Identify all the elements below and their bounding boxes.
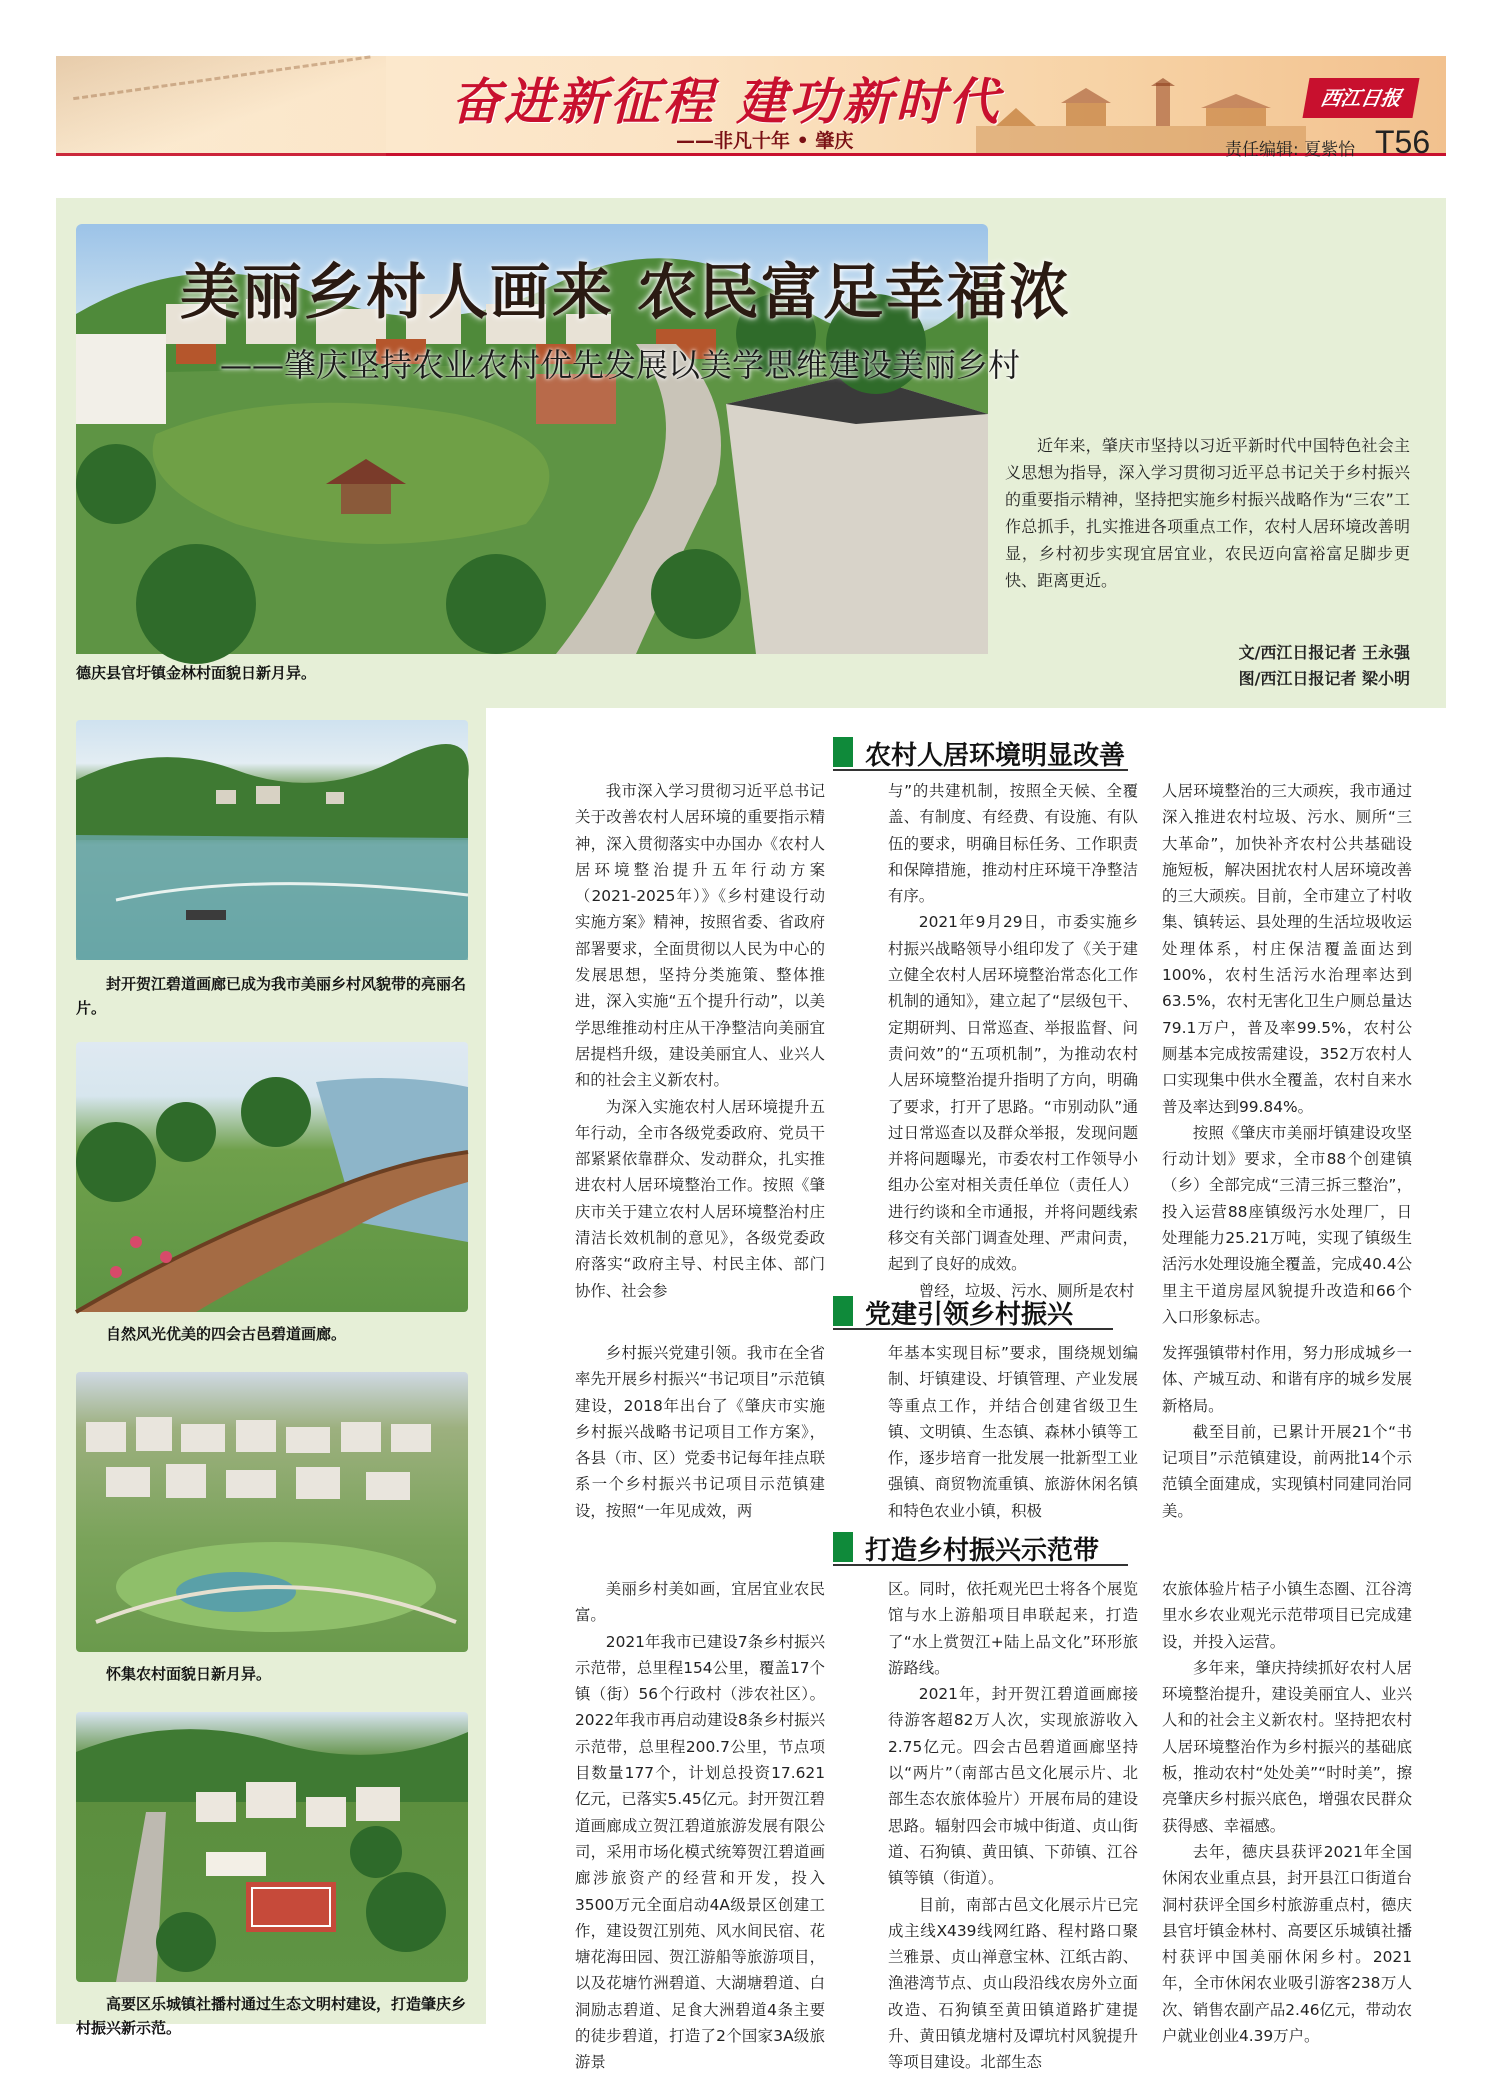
paragraph: 发挥强镇带村作用，努力形成城乡一体、产城互动、和谐有序的城乡发展新格局。 — [1162, 1344, 1412, 1415]
paragraph: 曾经，垃圾、污水、厕所是农村 — [918, 1281, 1135, 1300]
photo-huaiji-illustration — [76, 1372, 468, 1652]
caption-photo4: 高要区乐城镇社播村通过生态文明村建设，打造肇庆乡村振兴新示范。 — [76, 1995, 467, 2037]
paragraph: 农旅体验片桔子小镇生态圈、江谷湾里水乡农业观光示范带项目已完成建设，并投入运营。 — [1162, 1580, 1412, 1651]
newspaper-logo: 西江日报 — [1302, 78, 1419, 118]
section1-column1 — [575, 778, 825, 1300]
byline-photographer: 图/西江日报记者 梁小明 — [1238, 669, 1410, 688]
paragraph: 乡村振兴党建引领。我市在全省率先开展乡村振兴“书记项目”示范镇建设，2018年出台了《肇庆市实施乡村振兴战略书记项目工作方案》，各县（市、区）党委书记每年挂点联系一个乡村振兴书记项目示范镇建设，按照“一年见成效，两 — [575, 1344, 825, 1520]
editor-credit: 责任编辑: 夏紫怡 — [1225, 140, 1356, 160]
section3-column3 — [1162, 1576, 1412, 2046]
section2-marker — [833, 1296, 853, 1326]
paragraph: 美丽乡村美如画，宜居宜业农民富。 — [575, 1580, 825, 1625]
paragraph: 区。同时，依托观光巴士将各个展览馆与水上游船项目串联起来，打造了“水上赏贺江+陆上品文化”环形旅游路线。 — [888, 1580, 1138, 1677]
article-intro: 近年来，肇庆市坚持以习近平新时代中国特色社会主义思想为指导，深入学习贯彻习近平总书记关于乡村振兴的重要指示精神，坚持把实施乡村振兴战略作为“三农”工作总抓手，扎实推进各项重点工作，农村人居环境改善明显，乡村初步实现宜居宜业，农民迈向富裕富足脚步更快、距离更近。 — [1005, 436, 1410, 590]
article-subtitle: ——肇庆坚持农业农村优先发展以美学思维建设美丽乡村 — [220, 346, 1021, 384]
hero-caption: 德庆县官圩镇金林村面貌日新月异。 — [76, 664, 317, 682]
section3-marker — [833, 1532, 853, 1562]
great-wall-graphic — [56, 56, 386, 156]
byline — [1150, 640, 1410, 692]
section3-column1 — [575, 1576, 825, 2072]
section2-column2 — [888, 1340, 1138, 1520]
photo-huaiji-village — [76, 1372, 468, 1652]
paragraph: 为深入实施农村人居环境提升五年行动，全市各级党委政府、党员干部紧紧依靠群众、发动群众，扎实推进农村人居环境整治工作。按照《肇庆市关于建立农村人居环境整治村庄清洁长效机制的意见》，各级党委政府落实“政府主导、村民主体、部门协作、社会参 — [575, 1097, 825, 1300]
photo-sihui-boardwalk — [76, 1042, 468, 1312]
paragraph: 目前，南部古邑文化展示片已完成主线X439线网红路、程村路口聚兰雅景、贞山禅意宝林、江纸古韵、渔港湾节点、贞山段沿线农房外立面改造、石狗镇至黄田镇道路扩建提升、黄田镇龙塘村及谭坑村风貌提升等项目建设。北部生态 — [888, 1895, 1138, 2072]
section1-column3 — [1162, 778, 1412, 1326]
paragraph: 人居环境整治的三大顽疾，我市通过深入推进农村垃圾、污水、厕所“三大革命”，加快补齐农村公共基础设施短板，解决困扰农村人居环境改善的三大顽疾。目前，全市建立了村收集、镇转运、县处理的生活垃圾收运处理体系，村庄保洁覆盖面达到100%，农村生活污水治理率达到63.5%，农村无害化卫生户厕总量达79.1万户，普及率99.5%，农村公厕基本完成按需建设，352万农村人口实现集中供水全覆盖，农村自来水普及率达到99.84%。 — [1162, 782, 1412, 1116]
paragraph: 2021年9月29日，市委实施乡村振兴战略领导小组印发了《关于建立健全农村人居环境整治常态化工作机制的通知》，建立起了“层级包干、定期研判、日常巡查、举报监督、问责问效”的“五项机制”，为推动农村人居环境整治提升指明了方向，明确了要求，打开了思路。“市别动队”通过日常巡查以及群众举报，发现问题并将问题曝光，市委农村工作领导小组办公室对相关责任单位（责任人）进行约谈和全市通报，并将问题线索移交有关部门调查处理、严肃问责，起到了良好的成效。 — [888, 913, 1138, 1274]
paragraph: 2021年，封开贺江碧道画廊接待游客超82万人次，实现旅游收入2.75亿元。四会古邑碧道画廊坚持以“两片”（南部古邑文化展示片、北部生态农旅体验片）开展布局的建设思路。辐射四会市城中街道、贞山街道、石狗镇、黄田镇、下茆镇、江谷镇等镇（街道）。 — [888, 1685, 1138, 1888]
paragraph: 截至目前，已累计开展21个“书记项目”示范镇建设，前两批14个示范镇全面建成，实现镇村同建同治同美。 — [1162, 1422, 1412, 1520]
byline-writer: 文/西江日报记者 王永强 — [1238, 643, 1410, 662]
paragraph: 与”的共建机制，按照全天候、全覆盖、有制度、有经费、有设施、有队伍的要求，明确目标任务、工作职责和保障措施，推动村庄环境干净整洁有序。 — [888, 782, 1138, 906]
paragraph: 我市深入学习贯彻习近平总书记关于改善农村人居环境的重要指示精神，深入贯彻落实中办国办《农村人居环境整治提升五年行动方案（2021-2025年）》《乡村建设行动实施方案》精神，按照省委、省政府部署要求，全面贯彻以人民为中心的发展思想，坚持分类施策、整体推进，深入实施“五个提升行动”，以美学思维推动村庄从干净整洁向美丽宜居提档升级，建设美丽宜人、业兴人和的社会主义新农村。 — [575, 782, 825, 1090]
caption-photo1: 封开贺江碧道画廊已成为我市美丽乡村风貌带的亮丽名片。 — [76, 975, 467, 1017]
section2-heading-text: 党建引领乡村振兴 — [865, 1300, 1074, 1330]
paragraph: 按照《肇庆市美丽圩镇建设攻坚行动计划》要求，全市88个创建镇（乡）全部完成“三清三拆三整治”，投入运营88座镇级污水处理厂，日处理能力25.21万吨，实现了镇级生活污水处理设施全覆盖，完成40.4公里主干道房屋风貌提升改造和66个入口形象标志。 — [1162, 1123, 1412, 1326]
caption-photo3: 怀集农村面貌日新月异。 — [106, 1665, 272, 1683]
paragraph: 去年，德庆县获评2021年全国休闲农业重点县，封开县江口街道台洞村获评全国乡村旅游重点村，德庆县官圩镇金林村、高要区乐城镇社播村获评中国美丽休闲乡村。2021年，全市休闲农业吸引游客238万人次、销售农副产品2.46亿元，带动农户就业创业4.39万户。 — [1162, 1842, 1412, 2046]
article-title: 美丽乡村人画来 农民富足幸福浓 — [180, 258, 1071, 328]
section3-heading — [833, 1528, 1128, 1566]
section3-column2 — [888, 1576, 1138, 2072]
photo-hejiang-greenway — [76, 720, 468, 960]
photo-sihui-illustration — [76, 1042, 468, 1312]
section3-heading-text: 打造乡村振兴示范带 — [865, 1536, 1100, 1566]
section1-column2 — [888, 778, 1138, 1300]
caption-photo2: 自然风光优美的四会古邑碧道画廊。 — [106, 1325, 347, 1343]
banner-subslogan: ——非凡十年 • 肇庆 — [676, 130, 854, 152]
section2-column3 — [1162, 1340, 1412, 1520]
section2-column1 — [575, 1340, 825, 1520]
photo-shebo-village — [76, 1712, 468, 1982]
paragraph: 多年来，肇庆持续抓好农村人居环境整治提升，建设美丽宜人、业兴人和的社会主义新农村。坚持把农村人居环境整治作为乡村振兴的基础底板，推动农村“处处美”“时时美”，擦亮肇庆乡村振兴底色，增强农民群众获得感、幸福感。 — [1162, 1658, 1412, 1835]
banner-slogan: 奋进新征程 建功新时代 — [451, 73, 1002, 131]
paragraph: 2021年我市已建设7条乡村振兴示范带，总里程154公里，覆盖17个镇（街）56个行政村（涉农社区）。2022年我市再启动建设8条乡村振兴示范带，总里程200.7公里，节点项目数量177个，计划总投资17.621亿元，已落实5.45亿元。封开贺江碧道画廊成立贺江碧道旅游发展有限公司，采用市场化模式统筹贺江碧道画廊涉旅资产的经营和开发，投入3500万元全面启动4A级景区创建工作，建设贺江别苑、风水间民宿、花塘花海田园、贺江游船等旅游项目，以及花塘竹洲碧道、大湖塘碧道、白洞励志碧道、足食大洲碧道4条主要的徒步碧道，打造了2个国家3A级旅游景 — [575, 1632, 825, 2072]
section2-heading — [833, 1292, 1113, 1330]
paragraph: 年基本实现目标”要求，围绕规划编制、圩镇建设、圩镇管理、产业发展等重点工作，并结合创建省级卫生镇、文明镇、生态镇、森林小镇等工作，逐步培育一批发展一批新型工业强镇、商贸物流重镇、旅游休闲名镇和特色农业小镇，积极 — [888, 1344, 1138, 1520]
section1-heading-text: 农村人居环境明显改善 — [865, 741, 1126, 771]
section1-heading — [833, 733, 1128, 771]
photo-shebo-illustration — [76, 1712, 468, 1982]
photo-hejiang-illustration — [76, 720, 468, 960]
section1-marker — [833, 737, 853, 767]
page-number: T56 — [1375, 124, 1431, 160]
